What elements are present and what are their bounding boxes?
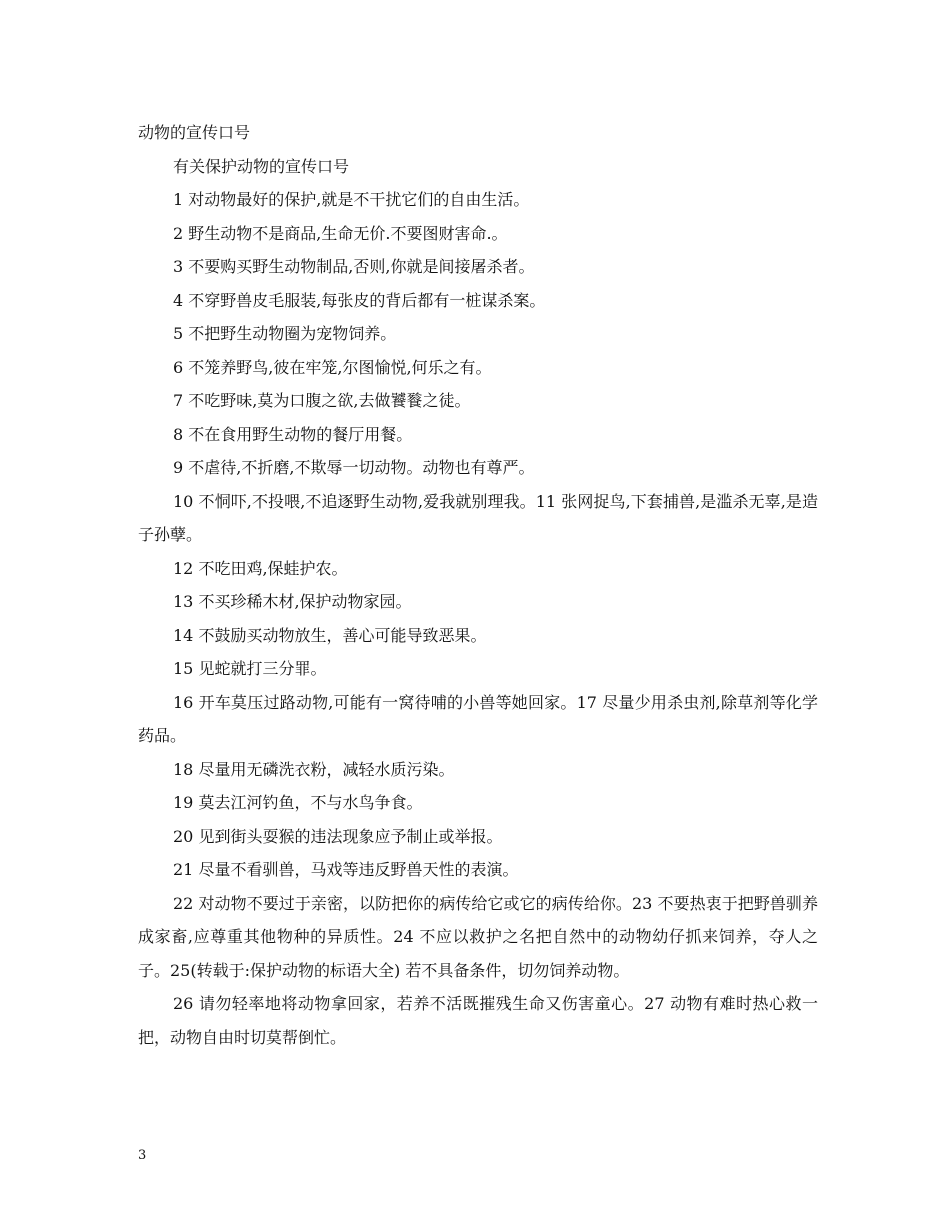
- paragraph-subtitle: 有关保护动物的宣传口号: [173, 156, 350, 176]
- paragraph-slogan-15: 15 见蛇就打三分罪。: [173, 659, 327, 678]
- document-title: 动物的宣传口号: [138, 123, 251, 142]
- page-number: 3: [138, 1148, 147, 1163]
- paragraph-slogan-10-11: 10 不恫吓,不投喂,不追逐野生动物,爱我就别理我。11 张网捉鸟,下套捕兽,是滥杀无辜,是造子孙孽。: [138, 491, 818, 544]
- paragraph-slogan-18: 18 尽量用无磷洗衣粉，减轻水质污染。: [173, 759, 455, 779]
- document-body: [138, 116, 818, 1054]
- paragraph-slogan-3: 3 不要购买野生动物制品,否则,你就是间接屠杀者。: [173, 257, 535, 276]
- paragraph-slogan-12: 12 不吃田鸡,保蛙护农。: [173, 558, 348, 578]
- paragraph-slogan-1: 1 对动物最好的保护,就是不干扰它们的自由生活。: [173, 190, 530, 209]
- paragraph-slogan-14: 14 不鼓励买动物放生，善心可能导致恶果。: [173, 625, 487, 645]
- paragraph-slogan-13: 13 不买珍稀木材,保护动物家园。: [173, 592, 412, 611]
- paragraph-slogan-7: 7 不吃野味,莫为口腹之欲,去做饕餮之徒。: [173, 391, 471, 410]
- paragraph-slogan-4: 4 不穿野兽皮毛服装,每张皮的背后都有一桩谋杀案。: [173, 290, 546, 310]
- paragraph-slogan-21: 21 尽量不看驯兽，马戏等违反野兽天性的表演。: [173, 860, 519, 879]
- paragraph-slogan-8: 8 不在食用野生动物的餐厅用餐。: [173, 424, 413, 444]
- paragraph-slogan-6: 6 不笼养野鸟,彼在牢笼,尔图愉悦,何乐之有。: [173, 357, 492, 377]
- paragraph-slogan-19: 19 莫去江河钓鱼，不与水鸟争食。: [173, 793, 423, 812]
- paragraph-slogan-9: 9 不虐待,不折磨,不欺辱一切动物。动物也有尊严。: [173, 458, 535, 477]
- paragraph-slogan-20: 20 见到街头耍猴的违法现象应予制止或举报。: [173, 826, 503, 846]
- paragraph-slogan-5: 5 不把野生动物圈为宠物饲养。: [173, 324, 397, 343]
- paragraph-slogan-22-25: 22 对动物不要过于亲密，以防把你的病传给它或它的病传给你。23 不要热衷于把野兽驯养成家畜,应尊重其他物种的异质性。24 不应以救护之名把自然中的动物幼仔抓来饲养，夺人之子。25(转载于:保护动物的标语大全) 若不具备条件，切勿饲养动物。: [138, 893, 818, 980]
- paragraph-slogan-26-27: 26 请勿轻率地将动物拿回家，若养不活既摧残生命又伤害童心。27 动物有难时热心救一把，动物自由时切莫帮倒忙。: [138, 994, 818, 1047]
- paragraph-slogan-16-17: 16 开车莫压过路动物,可能有一窝待哺的小兽等她回家。17 尽量少用杀虫剂,除草剂等化学药品。: [138, 692, 818, 745]
- paragraph-slogan-2: 2 野生动物不是商品,生命无价.不要图财害命.。: [173, 223, 508, 243]
